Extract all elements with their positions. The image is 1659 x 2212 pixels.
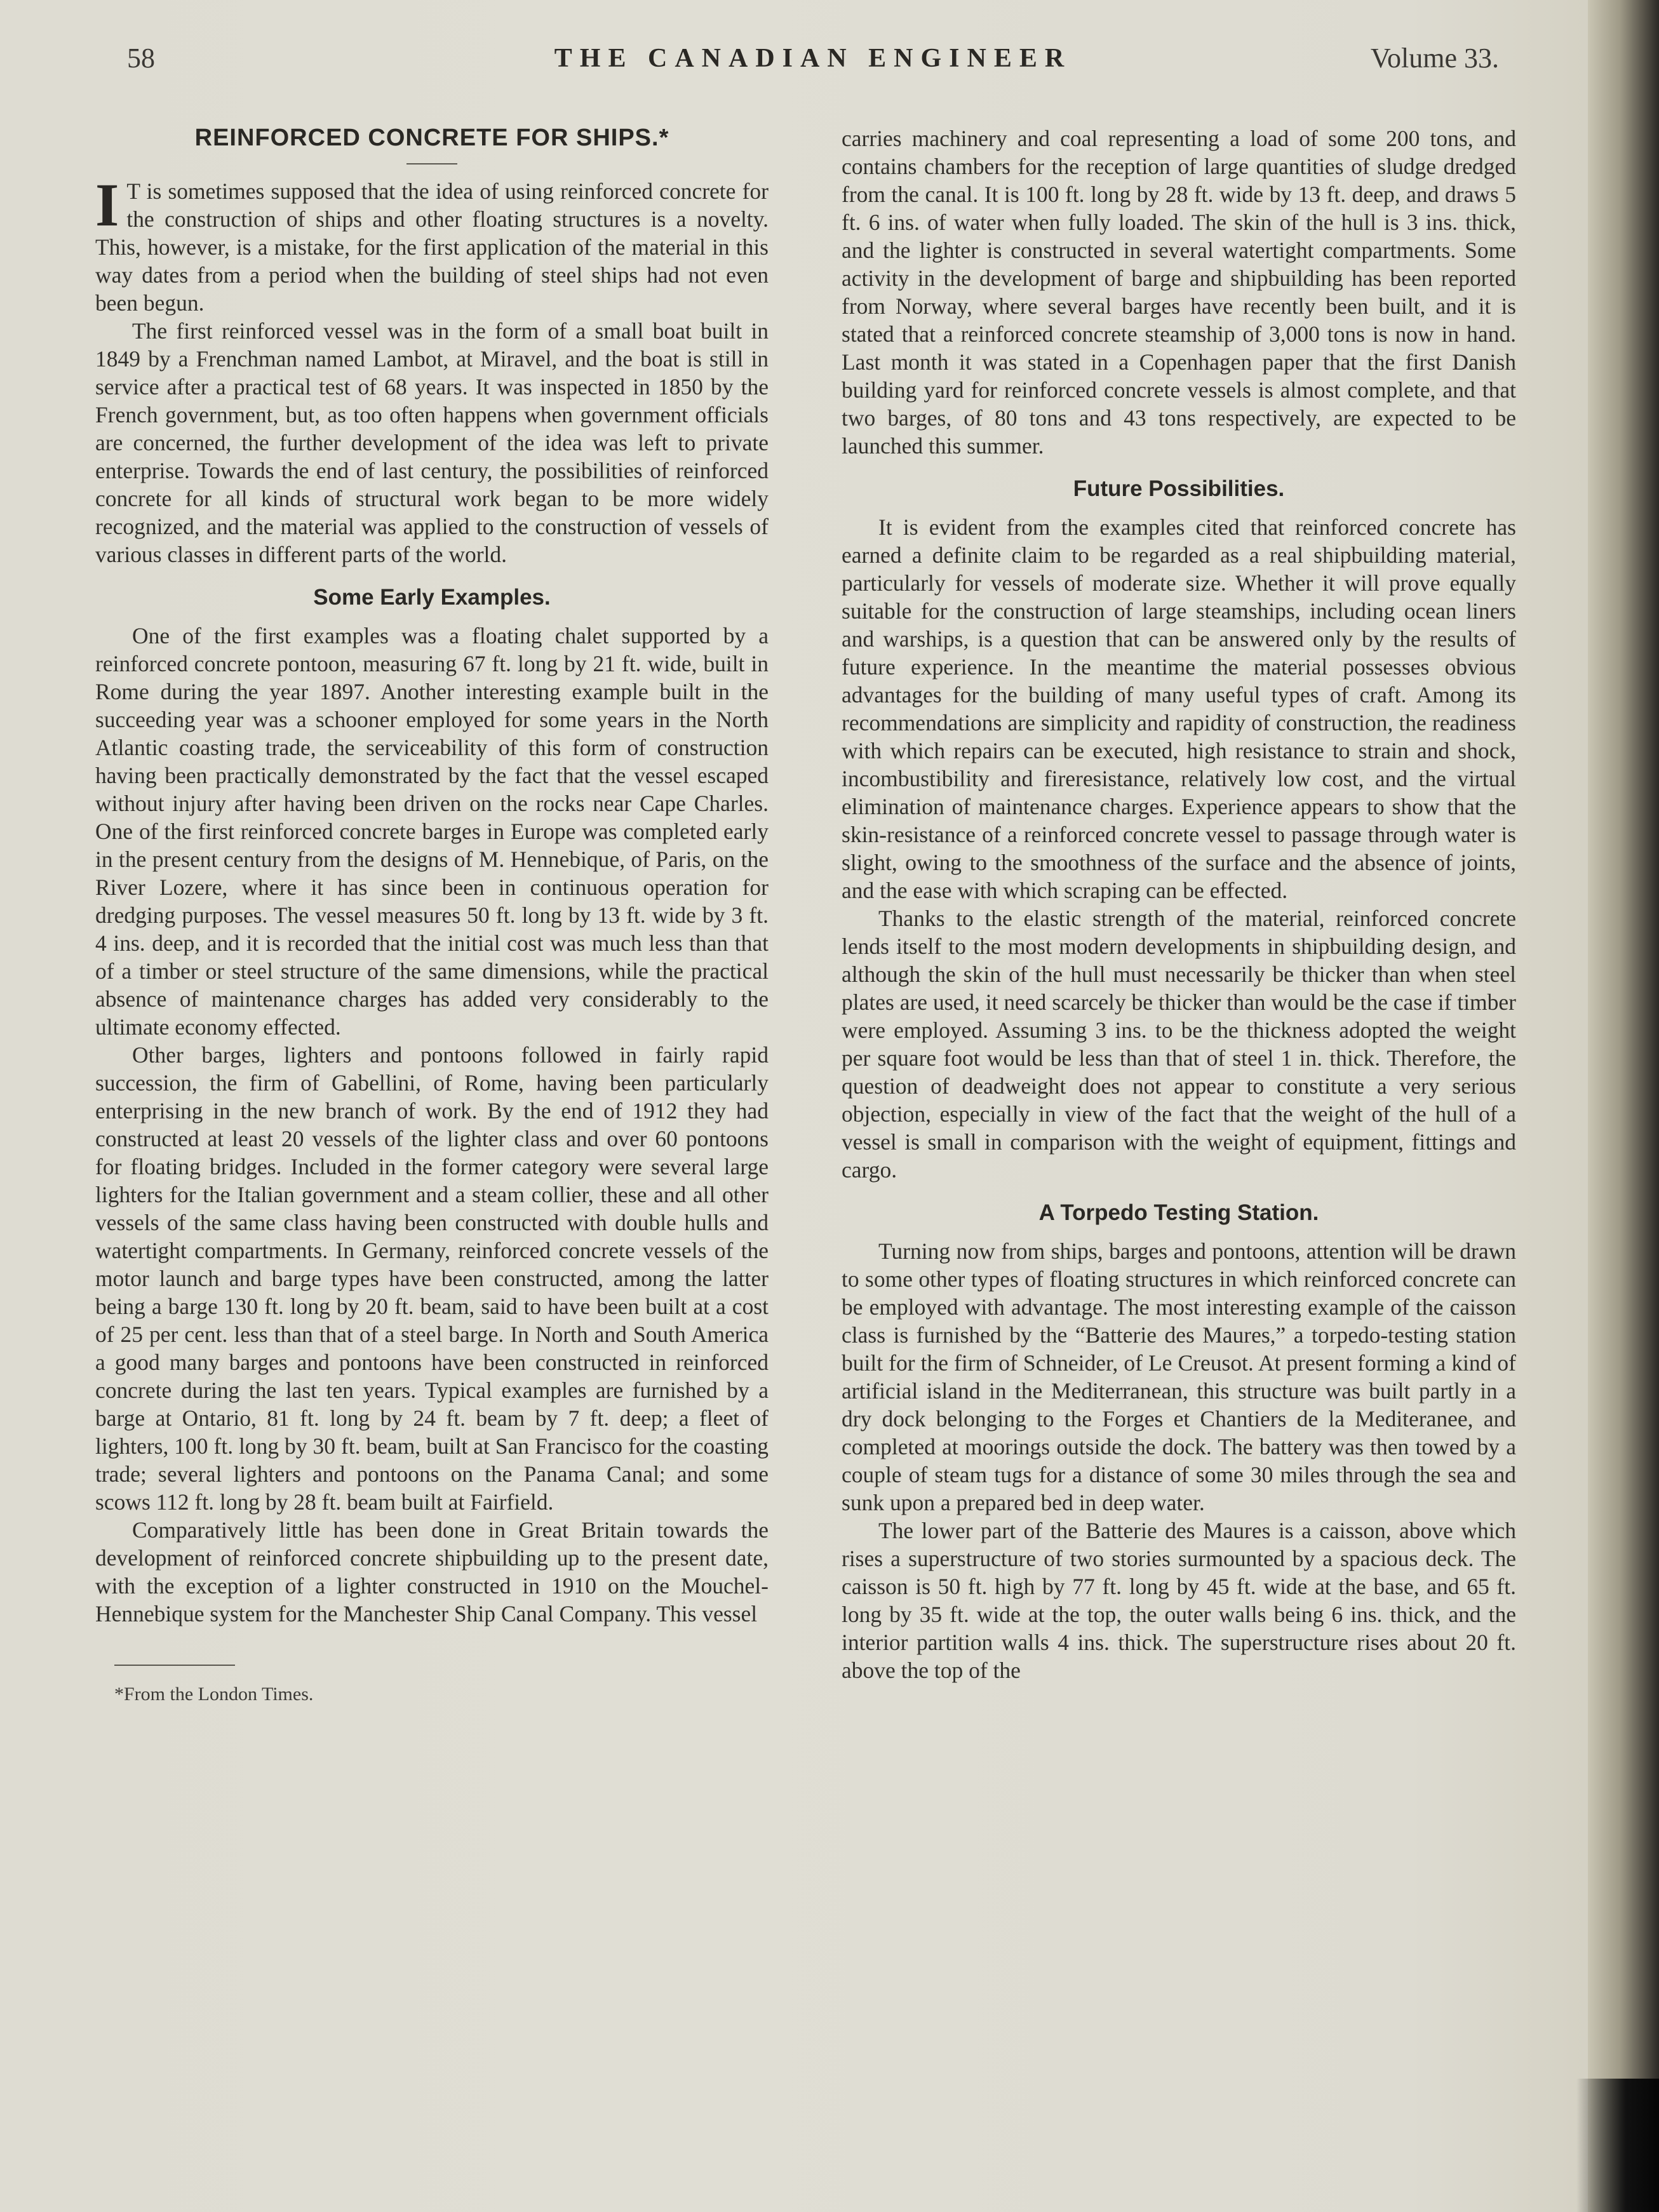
article-title: REINFORCED CONCRETE FOR SHIPS.* bbox=[194, 124, 669, 151]
section-heading-future: Future Possibilities. bbox=[1073, 476, 1285, 501]
paragraph-torpedo-1: Turning now from ships, barges and pontoons, attention will be drawn to some other types of floating structures in which reinforced concrete can be employed with advantage. The most interesting example of the caisson class is furnished by the “Batterie des Maures,” a torpedo-testing station built for the firm of Schneider, of Le Creusot. At present forming a kind of artificial island in the Mediterranean, this structure was built partly in a dry dock belonging to the Forges et Chantiers de la Mediteranee, and completed at moorings outside the dock. The battery was then towed by a couple of steam tugs for a distance of some 30 miles through the sea and sunk upon a prepared bed in deep water. bbox=[842, 1238, 1516, 1515]
binding-corner-shadow bbox=[1576, 2079, 1659, 2212]
paragraph-early-1: One of the first examples was a floating chalet supported by a reinforced concrete pontoon, measuring 67 ft. long by 21 ft. wide, built in Rome during the year 1897. Another interesting example built in the succeeding year was a schooner employed for some years in the North Atlantic coasting trade, the serviceability of this form of construction having been practically demonstrated by the fact that the vessel escaped without injury after having been driven on the rocks near Cape Charles. One of the first reinforced concrete barges in Europe was completed early in the present century from the designs of M. Hennebique, of Paris, on the River Lozere, where it has since been in continuous operation for dredging purposes. The vessel measures 50 ft. long by 13 ft. wide by 3 ft. 4 ins. deep, and it is recorded that the initial cost was much less than that of a timber or steel structure of the same dimensions, while the practical absence of maintenance charges has added very considerably to the ultimate economy effected. bbox=[95, 623, 769, 1040]
title-rule bbox=[406, 163, 457, 164]
paragraph-first-vessel: The first reinforced vessel was in the form of a small boat built in 1849 by a Frenchman named Lambot, at Miravel, and the boat is still in service after a practical test of 68 years. It was inspected in 1850 by the French government, but, as too often happens when government officials are concerned, the further development of the idea was left to private enterprise. Towards the end of last century, the possibilities of reinforced concrete for all kinds of structural work began to be more widely recognized, and the material was applied to the construction of vessels of various classes in different parts of the world. bbox=[95, 318, 769, 567]
intro-paragraph bbox=[95, 171, 769, 317]
drop-cap: I bbox=[95, 171, 119, 239]
section-heading-torpedo: A Torpedo Testing Station. bbox=[1038, 1200, 1319, 1225]
paragraph-future-2: Thanks to the elastic strength of the material, reinforced concrete lends itself to the most modern developments in shipbuilding design, and although the skin of the hull must necessarily be thicker than when steel plates are used, it need scarcely be thicker than would be the case if timber were employed. Assuming 3 ins. to be the thickness adopted the weight per square foot would be less than that of steel 1 in. thick. Therefore, the question of deadweight does not appear to constitute a very serious objection, especially in view of the fact that the weight of the hull of a vessel is small in comparison with the weight of equipment, fittings and cargo. bbox=[842, 906, 1516, 1183]
footnote-rule bbox=[114, 1665, 235, 1666]
paragraph-continuation: carries machinery and coal representing a load of some 200 tons, and contains chambers for the reception of large quantities of sludge dredged from the canal. It is 100 ft. long by 28 ft. wide by 13 ft. deep, and draws 5 ft. 6 ins. of water when fully loaded. The skin of the hull is 3 ins. thick, and the lighter is constructed in several watertight compartments. Some activity in the development of barge and shipbuilding has been reported from Norway, where several barges have recently been built, and it is stated that a reinforced concrete steamship of 3,000 tons is now in hand. Last month it was stated in a Copenhagen paper that the first Danish building yard for reinforced concrete vessels is almost complete, and that two barges, of 80 tons and 43 tons respectively, are expected to be launched this summer. bbox=[842, 126, 1516, 459]
page-number: 58 bbox=[127, 43, 155, 74]
binding-gutter bbox=[1588, 0, 1659, 2212]
running-header bbox=[127, 42, 1499, 86]
paragraph-future-1: It is evident from the examples cited that reinforced concrete has earned a definite claim to be regarded as a real shipbuilding material, particularly for vessels of moderate size. Whether it will prove equally suitable for the construction of large steamships, including ocean liners and warships, is a question that can be answered only by the results of future experience. In the meantime the material possesses obvious advantages for the building of many useful types of craft. Among its recommendations are simplicity and rapidity of construction, the readiness with which repairs can be executed, high resistance to strain and shock, incombustibility and fireresistance, relatively low cost, and the virtual elimination of maintenance charges. Experience appears to show that the skin-resistance of a reinforced concrete vessel to passage through water is slight, owing to the smoothness of the surface and the absence of joints, and the ease with which scraping can be effected. bbox=[842, 514, 1516, 903]
left-column bbox=[95, 118, 769, 1705]
intro-text: T is sometimes supposed that the idea of using reinforced concrete for the construction of ships and other floating structures is a novelty. This, however, is a mistake, for the first application of the material in this way dates from a period when the building of steel ships had not even been begun. bbox=[95, 178, 769, 316]
section-heading-early-examples: Some Early Examples. bbox=[313, 585, 551, 610]
paragraph-early-2: Other barges, lighters and pontoons followed in fairly rapid succession, the firm of Gabellini, of Rome, having been particularly enterprising in the new branch of work. By the end of 1912 they had constructed at least 20 vessels of the lighter class and over 60 pontoons for floating bridges. Included in the former category were several large lighters for the Italian government and a steam collier, these and all other vessels of the same class having been constructed with double hulls and watertight compartments. In Germany, reinforced concrete vessels of the motor launch and barge types have been constructed, among the latter being a barge 130 ft. long by 20 ft. beam, said to have been built at a cost of 25 per cent. less than that of a steel barge. In North and South America a good many barges and pontoons have been constructed in reinforced concrete during the last ten years. Typical examples are furnished by a barge at Ontario, 81 ft. long by 24 ft. beam by 7 ft. deep; a fleet of lighters, 100 ft. long by 30 ft. beam, built at San Francisco for the coasting trade; several lighters and pontoons on the Panama Canal; and some scows 112 ft. long by 28 ft. beam built at Fairfield. bbox=[95, 1042, 769, 1515]
paragraph-early-3: Comparatively little has been done in Great Britain towards the development of reinforced concrete shipbuilding up to the present date, with the exception of a lighter constructed in 1910 on the Mouchel-Hennebique system for the Manchester Ship Canal Company. This vessel bbox=[95, 1517, 769, 1626]
volume-label: Volume 33. bbox=[1370, 43, 1499, 74]
paragraph-torpedo-2: The lower part of the Batterie des Maures is a caisson, above which rises a superstructure of two stories surmounted by a spacious deck. The caisson is 50 ft. high by 77 ft. long by 45 ft. wide at the base, and 65 ft. long by 35 ft. wide at the top, the outer walls being 6 ins. thick, and the interior partition walls 4 ins. thick. The superstructure rises about 20 ft. above the top of the bbox=[842, 1518, 1516, 1683]
footnote: *From the London Times. bbox=[114, 1684, 314, 1705]
right-column bbox=[842, 124, 1516, 1684]
journal-title: THE CANADIAN ENGINEER bbox=[554, 44, 1072, 73]
